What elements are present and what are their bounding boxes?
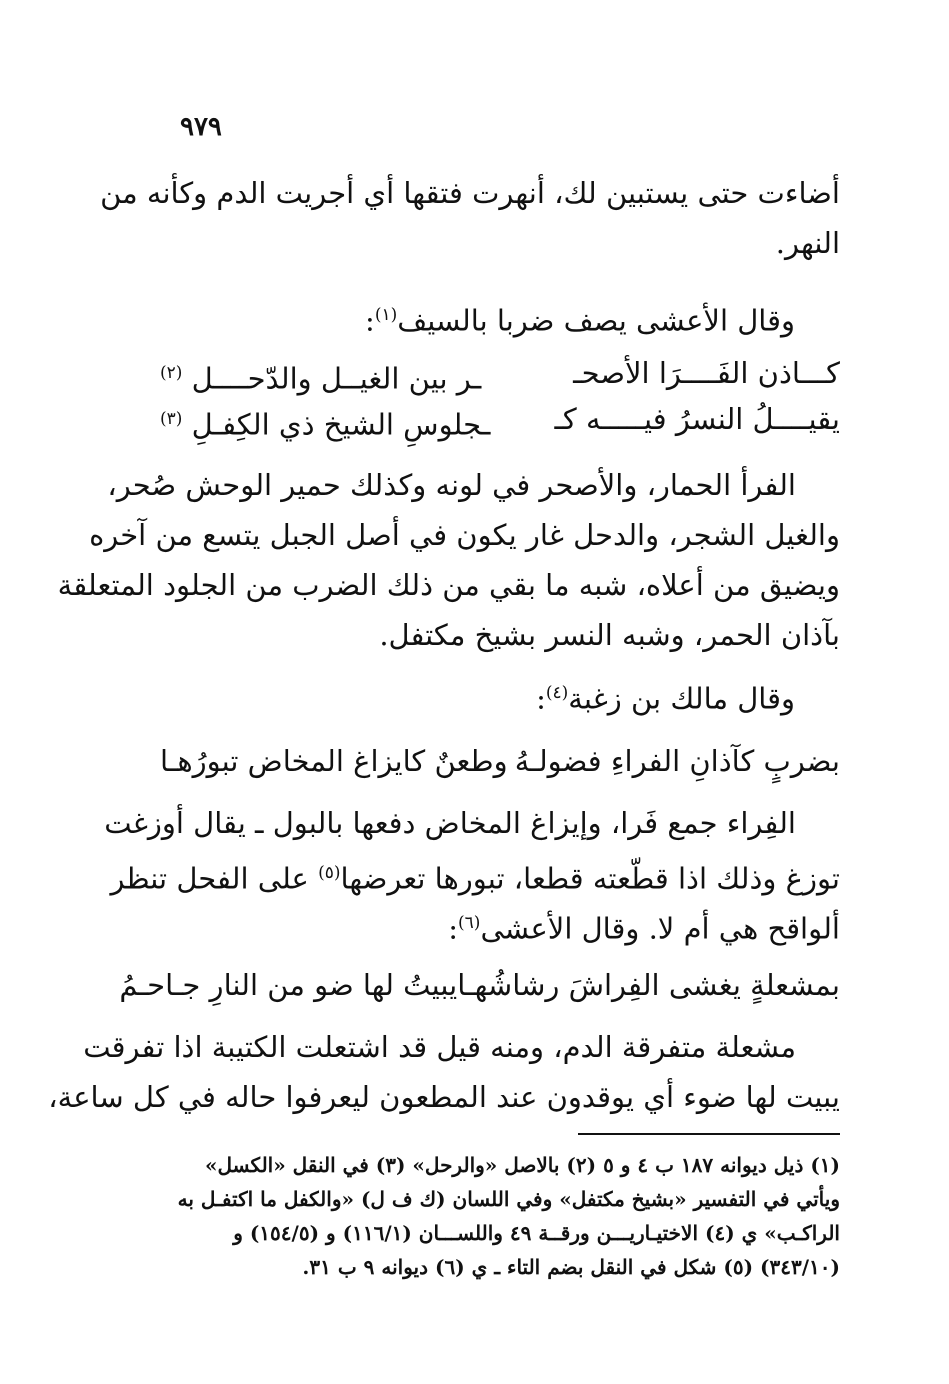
verse2-line [160,738,840,784]
para3-line2 [110,850,840,902]
para4-line1: مشعلة متفرقة الدم، ومنه قيل قد اشتعلت الكتيبة اذا تفرقت [83,1030,796,1064]
para4-line2: يبيت لها ضوء أي يوقدون عند المطعون ليعرفوا حاله في كل ساعة، [48,1080,840,1114]
intro-alasha [160,292,840,344]
verse2-second-hemistich: وطعنٌ كايزاغ المخاض تبورُهـا [160,744,508,778]
verse1-line1-first-hemistich: كـــاذن الفَــــرَا الأصحـ [573,356,840,390]
footnote-line: ويأتي في التفسير «بشيخ مكتفل» وفي اللسان (ك ف ل) «والكفل ما اكتفـل به [177,1187,840,1211]
footnote-ref-1: (١) [374,305,398,325]
verse1-line2 [160,396,840,448]
verse3-line [119,962,840,1008]
para3-line3 [160,900,840,952]
footnote-line: (٣٤٣/١٠) (٥) شكل في النقل بضم التاء ـ ي (٦) ديوانه ٩ ب ٣١. [302,1255,840,1279]
footnote-ref-2: (٢) [160,363,183,383]
para2-line2: والغيل الشجر، والدحل غار يكون في أصل الجبل يتسع من آخره [89,518,840,552]
para3-line2-end: على الفحل تنظر [110,861,309,896]
verse1-line1-second-hemistich [160,350,481,402]
intro-malik-text: وقال مالك بن زغبة [568,681,795,716]
verse1-line1 [160,350,840,402]
verse3-first-hemistich: بمشعلةٍ يغشى الفِراشَ رشاشُهـا [457,968,840,1002]
para2-line1: الفرأ الحمار، والأصحر في لونه وكذلك حمير الوحش صُحر، [107,468,796,502]
para3-line1: الفِراء جمع فَرا، وإيزاغ المخاض دفعها بالبول ـ يقال أوزغت [104,806,796,840]
footnote-ref-4: (٤) [545,683,569,703]
para3-line3-colon: : [448,911,459,946]
verse1-line2-first-hemistich: يقيــــلُ النسرُ فيـــــه كـ [554,402,840,436]
footnotes [160,1148,840,1284]
footnote-separator [578,1133,840,1135]
verse1-line2-second-text: ـجلوسِ الشيخ ذي الكِفـلِ [191,407,491,442]
footnote-ref-5: (٥) [318,863,341,883]
para1-line1: أضاءت حتى يستبين لك، أنهرت فتقها أي أجريت الدم وكأنه من [100,176,840,210]
para3-line3-start: ألواقح هي أم لا. وقال الأعشى [480,911,840,946]
para3-line2-start: توزغ وذلك اذا قطّعته قطعا، تبورها تعرضها [340,861,840,896]
footnote-line: الراكـب» ي (٤) الاختيـاريـــن ورقــة ٤٩ واللســـان (١١٦/١) و (١٥٤/٥) و [233,1221,840,1245]
intro-alasha-colon: : [365,303,375,338]
footnote-line: (١) ذيل ديوانه ١٨٧ ب ٤ و ٥ (٢) بالاصل «والرحل» (٣) في النقل «الكسل» [205,1153,840,1177]
footnote-ref-6: (٦) [458,913,481,933]
intro-alasha-text: وقال الأعشى يصف ضربا بالسيف [397,303,795,338]
verse2-first-hemistich: بضربٍ كآذانِ الفراءِ فضولـهُ [514,744,840,778]
intro-malik-colon: : [536,681,546,716]
para1-line2: النهر. [775,226,840,260]
verse1-line2-second-hemistich [160,396,490,448]
intro-malik [160,670,840,722]
page-number: ٩٧٩ [180,112,222,142]
verse3-second-hemistich: يبيتُ لها ضو من النارِ جـاحـمُ [119,968,458,1002]
para2-line3: ويضيق من أعلاه، شبه ما بقي من ذلك الضرب من الجلود المتعلقة [57,568,840,602]
para2-line4: بآذان الحمر، وشبه النسر بشيخ مكتفل. [379,618,840,652]
verse1-line1-second-text: ـر بين الغيــل والدّحــــل [191,361,482,396]
footnote-ref-3: (٣) [160,409,183,429]
